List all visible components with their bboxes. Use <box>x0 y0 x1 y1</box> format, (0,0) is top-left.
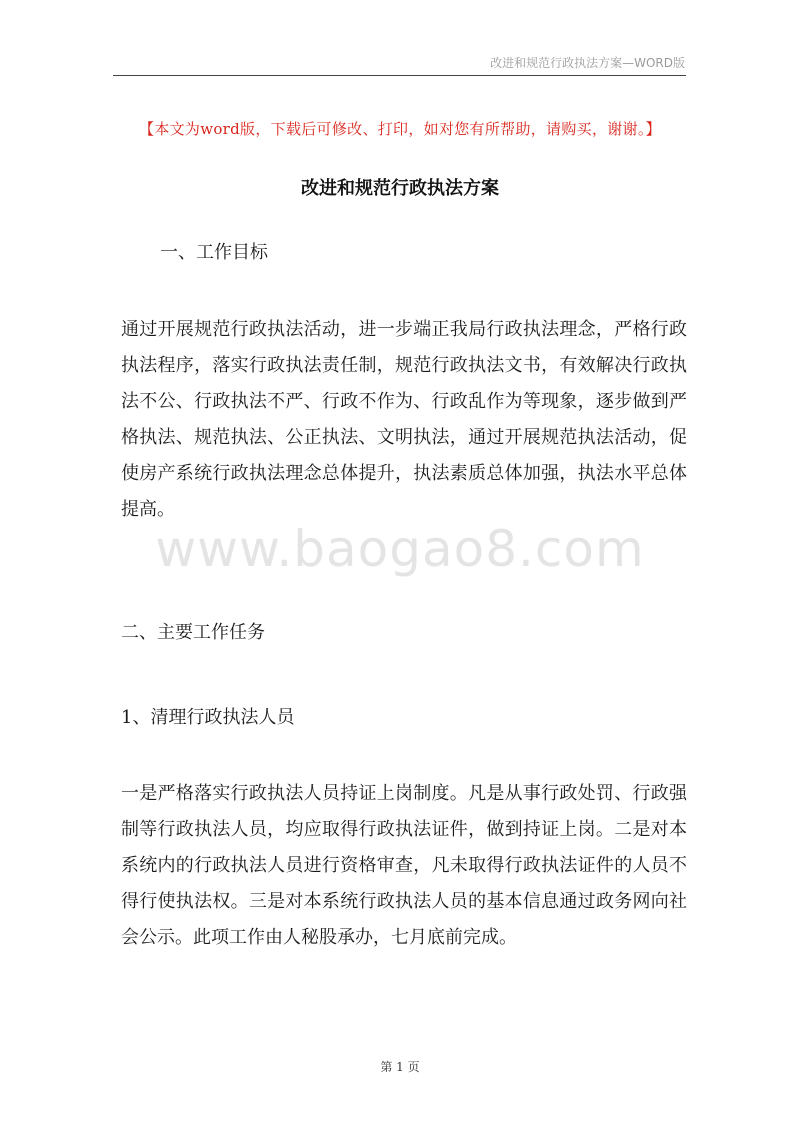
section-heading-goals: 一、工作目标 <box>160 242 268 263</box>
page-number: 第 1 页 <box>380 1060 420 1074</box>
header-divider <box>113 75 686 76</box>
running-header: 改进和规范行政执法方案—WORD版 <box>490 56 685 70</box>
paragraph-goals: 通过开展规范行政执法活动，进一步端正我局行政执法理念，严格行政执法程序，落实行政执法责任制，规范行政执法文书，有效解决行政执法不公、行政执法不严、行政不作为、行政乱作为等现象，逐步做到严格执法、规范执法、公正执法、文明执法，通过开展规范执法活动，促使房产系统行政执法理念总体提升，执法素质总体加强，执法水平总体提高。 <box>121 319 687 520</box>
document-title: 改进和规范行政执法方案 <box>301 178 499 199</box>
paragraph-clean-personnel: 一是严格落实行政执法人员持证上岗制度。凡是从事行政处罚、行政强制等行政执法人员，均应取得行政执法证件，做到持证上岗。二是对本系统内的行政执法人员进行资格审查，凡未取得行政执法证件的人员不得行使执法权。三是对本系统行政执法人员的基本信息通过政务网向社会公示。此项工作由人秘股承办，七月底前完成。 <box>121 783 687 948</box>
download-notice: 【本文为word版，下载后可修改、打印，如对您有所帮助，请购买，谢谢。】 <box>139 120 661 138</box>
watermark: www.baogao8.com <box>155 520 645 578</box>
section-heading-tasks: 二、主要工作任务 <box>121 622 265 643</box>
subheading-clean-personnel: 1、清理行政执法人员 <box>121 707 295 728</box>
